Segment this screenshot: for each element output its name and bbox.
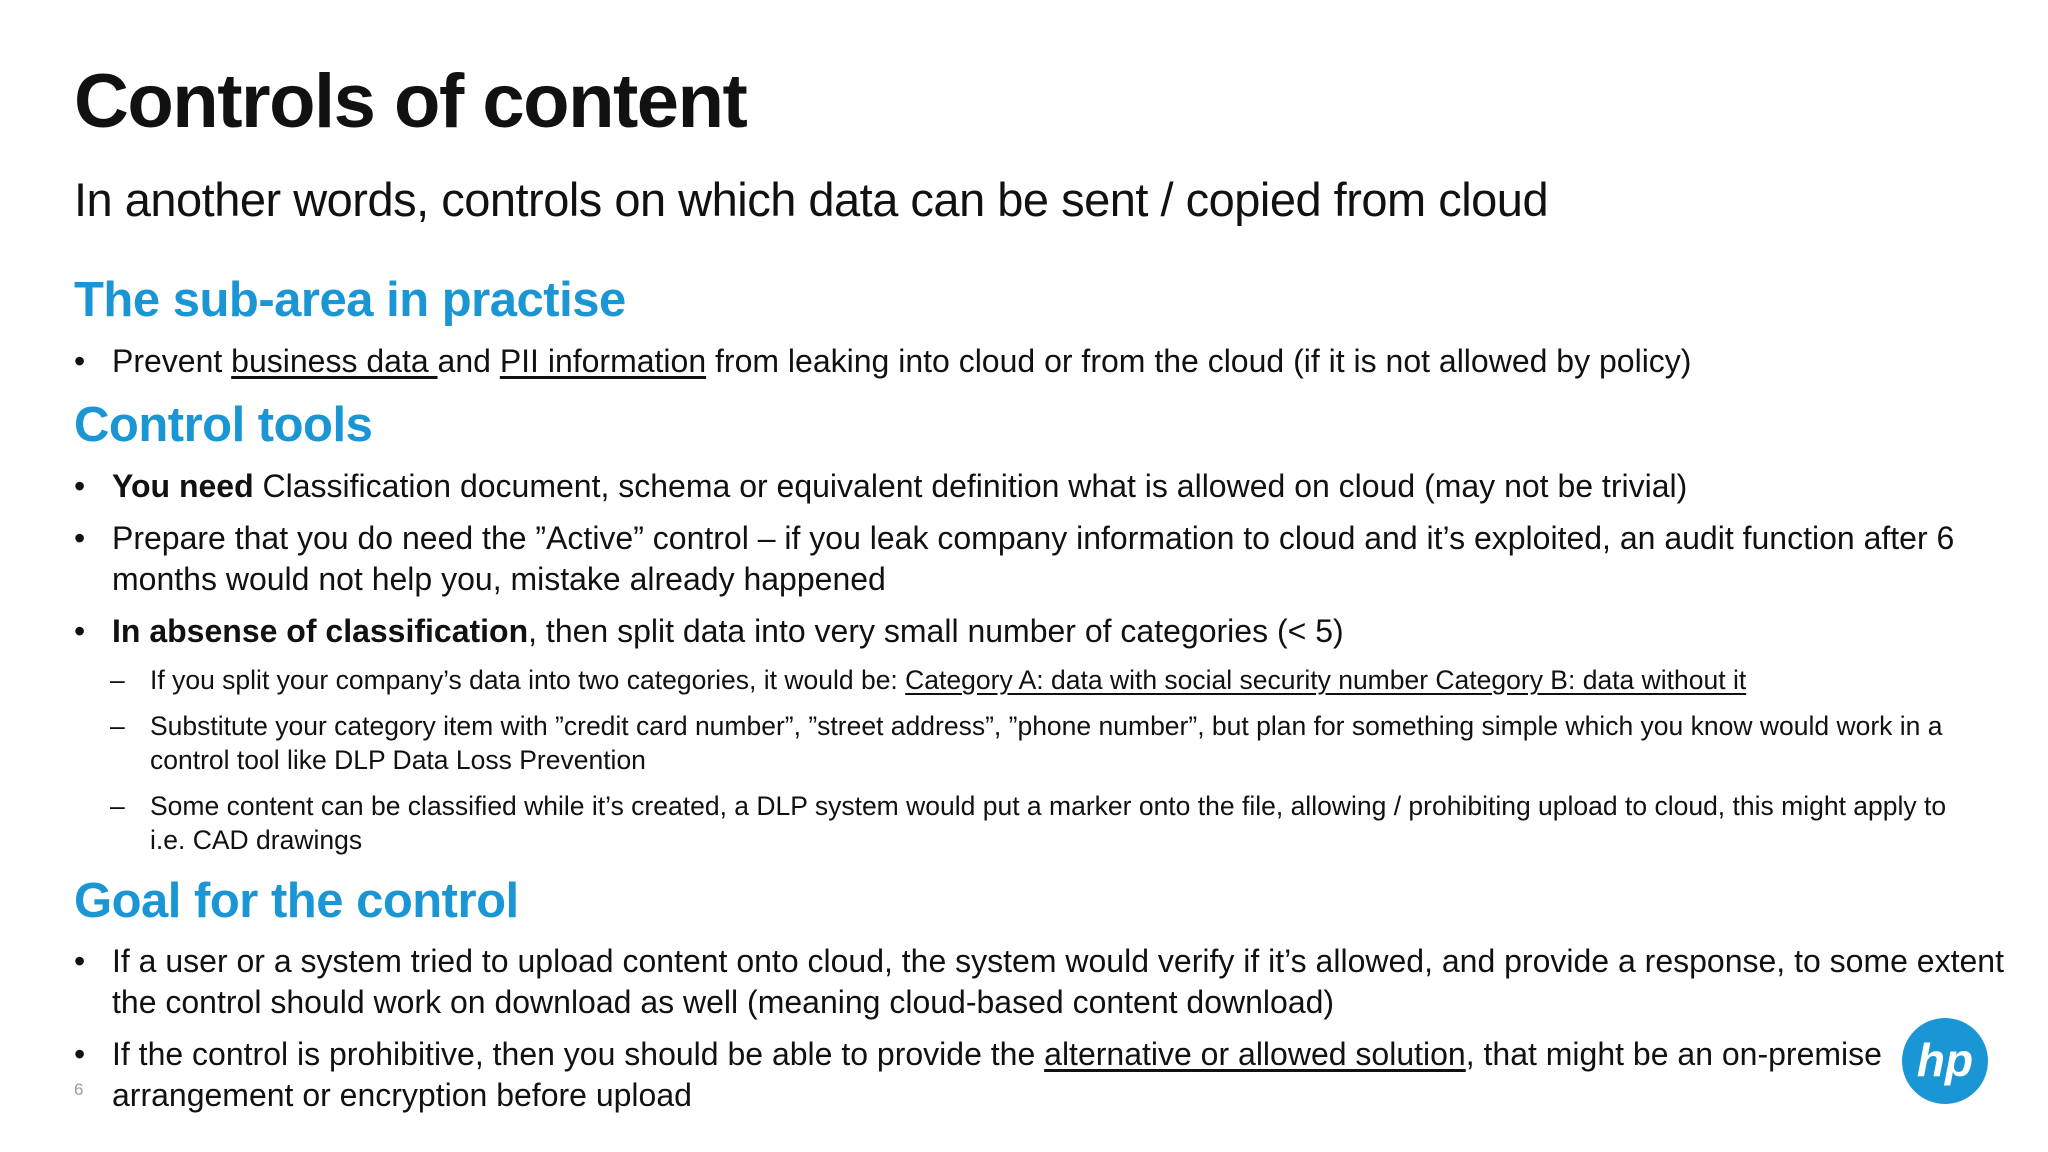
slide-title: Controls of content xyxy=(74,59,747,144)
bullet-text xyxy=(112,611,2004,652)
bullet-marker: • xyxy=(74,343,86,379)
section-heading-goal: Goal for the control xyxy=(74,874,519,928)
underlined-text-pii-information: PII information xyxy=(499,343,707,379)
underlined-text-categories: Category A: data with social security number Category B: data without it xyxy=(905,665,1747,695)
subbullet-text: Some content can be classified while it’s created, a DLP system would put a marker onto the file, allowing / prohibiting upload to cloud, this might apply to i.e. CAD drawings xyxy=(150,791,1947,855)
text-run: Prevent xyxy=(112,343,232,379)
bullet-text xyxy=(112,466,2004,507)
text-run: from leaking into cloud or from the cloud (if it is not allowed by policy) xyxy=(706,343,1692,379)
bullet-marker: • xyxy=(74,468,86,504)
bullet-text: Prepare that you do need the ”Active” control – if you leak company information to cloud and it’s exploited, an audit function after 6 months would not help you, mistake already happened xyxy=(112,520,1955,597)
bullet-text xyxy=(112,1034,1904,1116)
text-run: , then split data into very small number of categories (< 5) xyxy=(528,613,1344,649)
bullet-marker: • xyxy=(74,520,86,556)
underlined-text-alternative-solution: alternative or allowed solution xyxy=(1044,1036,1466,1072)
section-heading-practise: The sub-area in practise xyxy=(74,273,626,327)
bullet-marker: • xyxy=(74,1036,86,1072)
text-run: and xyxy=(437,343,500,379)
underlined-text-business-data: business data xyxy=(231,343,438,379)
bold-text-absense: In absense of classification xyxy=(112,613,529,649)
bullet-text xyxy=(112,341,2004,382)
text-run: If the control is prohibitive, then you should be able to provide the xyxy=(112,1036,1045,1072)
page-number: 6 xyxy=(74,1080,84,1099)
bullet-marker: • xyxy=(74,943,86,979)
hp-logo-text: hp xyxy=(1916,1034,1974,1086)
bold-text-you-need: You need xyxy=(112,468,254,504)
dash-marker: – xyxy=(110,791,125,821)
dash-marker: – xyxy=(110,711,125,741)
bullet-marker: • xyxy=(74,613,86,649)
subbullet-text xyxy=(150,663,1980,697)
text-run: If you split your company’s data into two categories, it would be: xyxy=(150,665,906,695)
dash-marker: – xyxy=(110,665,125,695)
subbullet-text: Substitute your category item with ”credit card number”, ”street address”, ”phone number”, but plan for something simple which you know would work in a control tool like DLP Data Loss Prevention xyxy=(150,711,1943,775)
text-run: , that might be an on-premise arrangement or encryption before upload xyxy=(112,1036,1882,1113)
slide-subtitle: In another words, controls on which data can be sent / copied from cloud xyxy=(74,173,1549,226)
section-heading-tools: Control tools xyxy=(74,398,373,452)
hp-logo-icon xyxy=(1900,1016,1990,1106)
bullet-text: If a user or a system tried to upload content onto cloud, the system would verify if it’s allowed, and provide a response, to some extent the control should work on download as well (meaning cloud-based content download) xyxy=(112,943,2004,1020)
text-run: Classification document, schema or equivalent definition what is allowed on cloud (may not be trivial) xyxy=(253,468,1688,504)
